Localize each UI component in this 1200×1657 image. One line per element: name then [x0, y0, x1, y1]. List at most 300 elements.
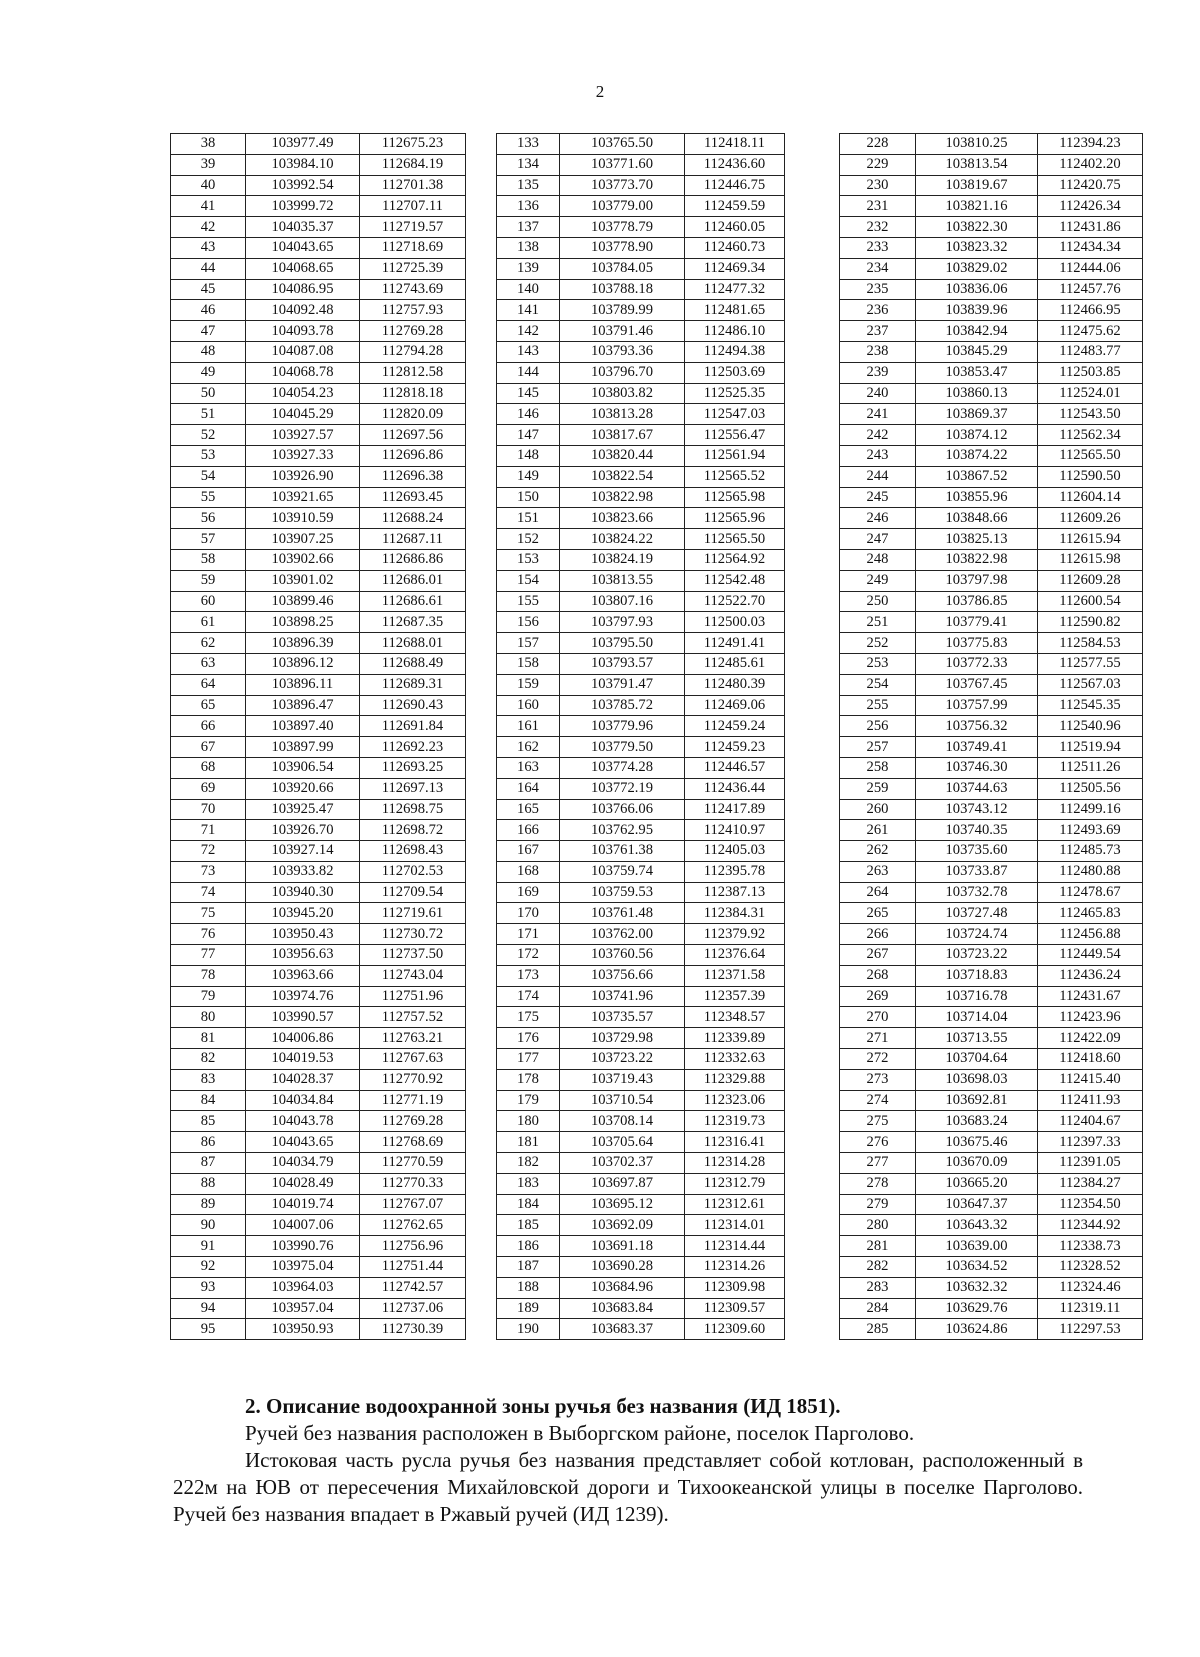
- y-coordinate-cell: 112590.82: [1038, 612, 1143, 633]
- point-number-cell: 185: [497, 1215, 560, 1236]
- y-coordinate-cell: 112297.53: [1038, 1319, 1143, 1340]
- point-number-cell: 243: [840, 445, 916, 466]
- x-coordinate-cell: 103741.96: [560, 986, 685, 1007]
- x-coordinate-cell: 103853.47: [916, 362, 1038, 383]
- y-coordinate-cell: 112417.89: [685, 799, 785, 820]
- table-row: [497, 404, 785, 425]
- y-coordinate-cell: 112503.85: [1038, 362, 1143, 383]
- y-coordinate-cell: 112312.61: [685, 1194, 785, 1215]
- x-coordinate-cell: 103964.03: [246, 1277, 360, 1298]
- point-number-cell: 75: [171, 903, 246, 924]
- point-number-cell: 46: [171, 300, 246, 321]
- x-coordinate-cell: 103784.05: [560, 258, 685, 279]
- y-coordinate-cell: 112688.01: [360, 633, 466, 654]
- x-coordinate-cell: 103702.37: [560, 1153, 685, 1174]
- point-number-cell: 249: [840, 570, 916, 591]
- point-number-cell: 140: [497, 279, 560, 300]
- point-number-cell: 145: [497, 383, 560, 404]
- x-coordinate-cell: 103789.99: [560, 300, 685, 321]
- x-coordinate-cell: 103744.63: [916, 778, 1038, 799]
- y-coordinate-cell: 112480.39: [685, 674, 785, 695]
- table-row: [497, 508, 785, 529]
- point-number-cell: 254: [840, 674, 916, 695]
- table-row: [171, 1028, 466, 1049]
- point-number-cell: 149: [497, 466, 560, 487]
- table-row: [840, 757, 1143, 778]
- x-coordinate-cell: 103778.79: [560, 217, 685, 238]
- y-coordinate-cell: 112309.57: [685, 1298, 785, 1319]
- point-number-cell: 164: [497, 778, 560, 799]
- table-row: [840, 861, 1143, 882]
- section-paragraph: Ручей без названия расположен в Выборгском районе, поселок Парголово.: [245, 1421, 915, 1445]
- table-row: [497, 445, 785, 466]
- table-row: [840, 737, 1143, 758]
- table-row: [840, 612, 1143, 633]
- point-number-cell: 266: [840, 924, 916, 945]
- y-coordinate-cell: 112493.69: [1038, 820, 1143, 841]
- point-number-cell: 253: [840, 653, 916, 674]
- point-number-cell: 248: [840, 549, 916, 570]
- table-row: [840, 466, 1143, 487]
- x-coordinate-cell: 103761.38: [560, 841, 685, 862]
- table-row: [497, 196, 785, 217]
- y-coordinate-cell: 112379.92: [685, 924, 785, 945]
- y-coordinate-cell: 112564.92: [685, 549, 785, 570]
- table-row: [840, 487, 1143, 508]
- y-coordinate-cell: 112420.75: [1038, 175, 1143, 196]
- y-coordinate-cell: 112730.39: [360, 1319, 466, 1340]
- table-row: [497, 258, 785, 279]
- table-row: [497, 799, 785, 820]
- x-coordinate-cell: 104092.48: [246, 300, 360, 321]
- y-coordinate-cell: 112354.50: [1038, 1194, 1143, 1215]
- point-number-cell: 44: [171, 258, 246, 279]
- point-number-cell: 138: [497, 237, 560, 258]
- x-coordinate-cell: 103634.52: [916, 1257, 1038, 1278]
- x-coordinate-cell: 103822.98: [916, 549, 1038, 570]
- point-number-cell: 150: [497, 487, 560, 508]
- table-row: [840, 445, 1143, 466]
- table-row: [497, 300, 785, 321]
- x-coordinate-cell: 103823.32: [916, 237, 1038, 258]
- point-number-cell: 144: [497, 362, 560, 383]
- x-coordinate-cell: 103999.72: [246, 196, 360, 217]
- table-row: [171, 1090, 466, 1111]
- table-row: [497, 674, 785, 695]
- x-coordinate-cell: 103992.54: [246, 175, 360, 196]
- x-coordinate-cell: 103896.39: [246, 633, 360, 654]
- point-number-cell: 40: [171, 175, 246, 196]
- x-coordinate-cell: 103956.63: [246, 945, 360, 966]
- x-coordinate-cell: 103665.20: [916, 1173, 1038, 1194]
- table-row: [497, 134, 785, 155]
- point-number-cell: 68: [171, 757, 246, 778]
- y-coordinate-cell: 112405.03: [685, 841, 785, 862]
- table-row: [171, 362, 466, 383]
- x-coordinate-cell: 104019.74: [246, 1194, 360, 1215]
- table-row: [171, 466, 466, 487]
- x-coordinate-cell: 103797.98: [916, 570, 1038, 591]
- point-number-cell: 235: [840, 279, 916, 300]
- y-coordinate-cell: 112769.28: [360, 321, 466, 342]
- y-coordinate-cell: 112314.26: [685, 1257, 785, 1278]
- x-coordinate-cell: 103778.90: [560, 237, 685, 258]
- y-coordinate-cell: 112707.11: [360, 196, 466, 217]
- y-coordinate-cell: 112449.54: [1038, 945, 1143, 966]
- x-coordinate-cell: 104093.78: [246, 321, 360, 342]
- point-number-cell: 143: [497, 341, 560, 362]
- x-coordinate-cell: 103740.35: [916, 820, 1038, 841]
- point-number-cell: 242: [840, 425, 916, 446]
- table-row: [840, 1153, 1143, 1174]
- table-row: [497, 861, 785, 882]
- x-coordinate-cell: 104068.78: [246, 362, 360, 383]
- y-coordinate-cell: 112742.57: [360, 1277, 466, 1298]
- table-row: [840, 279, 1143, 300]
- x-coordinate-cell: 103772.19: [560, 778, 685, 799]
- y-coordinate-cell: 112609.28: [1038, 570, 1143, 591]
- point-number-cell: 278: [840, 1173, 916, 1194]
- y-coordinate-cell: 112486.10: [685, 321, 785, 342]
- point-number-cell: 184: [497, 1194, 560, 1215]
- point-number-cell: 250: [840, 591, 916, 612]
- point-number-cell: 51: [171, 404, 246, 425]
- y-coordinate-cell: 112730.72: [360, 924, 466, 945]
- table-row: [171, 445, 466, 466]
- x-coordinate-cell: 103867.52: [916, 466, 1038, 487]
- x-coordinate-cell: 103724.74: [916, 924, 1038, 945]
- x-coordinate-cell: 103743.12: [916, 799, 1038, 820]
- x-coordinate-cell: 103925.47: [246, 799, 360, 820]
- table-row: [171, 882, 466, 903]
- x-coordinate-cell: 103822.98: [560, 487, 685, 508]
- point-number-cell: 176: [497, 1028, 560, 1049]
- y-coordinate-cell: 112540.96: [1038, 716, 1143, 737]
- table-row: [840, 258, 1143, 279]
- table-row: [171, 965, 466, 986]
- point-number-cell: 151: [497, 508, 560, 529]
- y-coordinate-cell: 112469.34: [685, 258, 785, 279]
- point-number-cell: 167: [497, 841, 560, 862]
- y-coordinate-cell: 112675.23: [360, 134, 466, 155]
- point-number-cell: 56: [171, 508, 246, 529]
- x-coordinate-cell: 103927.33: [246, 445, 360, 466]
- table-row: [840, 1215, 1143, 1236]
- y-coordinate-cell: 112697.13: [360, 778, 466, 799]
- y-coordinate-cell: 112324.46: [1038, 1277, 1143, 1298]
- x-coordinate-cell: 103975.04: [246, 1257, 360, 1278]
- table-row: [497, 1319, 785, 1340]
- point-number-cell: 64: [171, 674, 246, 695]
- y-coordinate-cell: 112309.98: [685, 1277, 785, 1298]
- x-coordinate-cell: 103974.76: [246, 986, 360, 1007]
- x-coordinate-cell: 103817.67: [560, 425, 685, 446]
- x-coordinate-cell: 103705.64: [560, 1132, 685, 1153]
- table-row: [171, 612, 466, 633]
- table-row: [171, 653, 466, 674]
- x-coordinate-cell: 103714.04: [916, 1007, 1038, 1028]
- x-coordinate-cell: 103807.16: [560, 591, 685, 612]
- x-coordinate-cell: 104006.86: [246, 1028, 360, 1049]
- table-row: [840, 1236, 1143, 1257]
- y-coordinate-cell: 112444.06: [1038, 258, 1143, 279]
- y-coordinate-cell: 112686.86: [360, 549, 466, 570]
- y-coordinate-cell: 112756.96: [360, 1236, 466, 1257]
- x-coordinate-cell: 103749.41: [916, 737, 1038, 758]
- point-number-cell: 237: [840, 321, 916, 342]
- table-row: [497, 757, 785, 778]
- x-coordinate-cell: 103990.76: [246, 1236, 360, 1257]
- x-coordinate-cell: 103906.54: [246, 757, 360, 778]
- table-row: [171, 237, 466, 258]
- x-coordinate-cell: 103950.43: [246, 924, 360, 945]
- point-number-cell: 73: [171, 861, 246, 882]
- x-coordinate-cell: 103945.20: [246, 903, 360, 924]
- point-number-cell: 255: [840, 695, 916, 716]
- y-coordinate-cell: 112718.69: [360, 237, 466, 258]
- point-number-cell: 142: [497, 321, 560, 342]
- point-number-cell: 156: [497, 612, 560, 633]
- point-number-cell: 282: [840, 1257, 916, 1278]
- point-number-cell: 62: [171, 633, 246, 654]
- point-number-cell: 168: [497, 861, 560, 882]
- x-coordinate-cell: 103624.86: [916, 1319, 1038, 1340]
- table-row: [840, 196, 1143, 217]
- point-number-cell: 160: [497, 695, 560, 716]
- y-coordinate-cell: 112604.14: [1038, 487, 1143, 508]
- point-number-cell: 182: [497, 1153, 560, 1174]
- table-row: [840, 570, 1143, 591]
- point-number-cell: 270: [840, 1007, 916, 1028]
- point-number-cell: 251: [840, 612, 916, 633]
- x-coordinate-cell: 103675.46: [916, 1132, 1038, 1153]
- table-row: [497, 1153, 785, 1174]
- x-coordinate-cell: 103723.22: [916, 945, 1038, 966]
- table-row: [840, 508, 1143, 529]
- y-coordinate-cell: 112485.73: [1038, 841, 1143, 862]
- table-row: [497, 1132, 785, 1153]
- point-number-cell: 91: [171, 1236, 246, 1257]
- y-coordinate-cell: 112394.23: [1038, 134, 1143, 155]
- point-number-cell: 92: [171, 1257, 246, 1278]
- page-number: 2: [595, 82, 605, 101]
- table-row: [840, 986, 1143, 1007]
- x-coordinate-cell: 103813.54: [916, 154, 1038, 175]
- table-row: [171, 695, 466, 716]
- table-row: [171, 945, 466, 966]
- y-coordinate-cell: 112457.76: [1038, 279, 1143, 300]
- y-coordinate-cell: 112332.63: [685, 1049, 785, 1070]
- table-row: [171, 737, 466, 758]
- x-coordinate-cell: 104028.37: [246, 1069, 360, 1090]
- point-number-cell: 84: [171, 1090, 246, 1111]
- x-coordinate-cell: 103670.09: [916, 1153, 1038, 1174]
- table-row: [840, 1194, 1143, 1215]
- y-coordinate-cell: 112312.79: [685, 1173, 785, 1194]
- y-coordinate-cell: 112686.01: [360, 570, 466, 591]
- table-row: [840, 653, 1143, 674]
- point-number-cell: 171: [497, 924, 560, 945]
- point-number-cell: 246: [840, 508, 916, 529]
- y-coordinate-cell: 112794.28: [360, 341, 466, 362]
- y-coordinate-cell: 112485.61: [685, 653, 785, 674]
- y-coordinate-cell: 112436.60: [685, 154, 785, 175]
- table-row: [171, 1007, 466, 1028]
- point-number-cell: 87: [171, 1153, 246, 1174]
- point-number-cell: 231: [840, 196, 916, 217]
- x-coordinate-cell: 103683.84: [560, 1298, 685, 1319]
- table-row: [497, 695, 785, 716]
- table-row: [171, 1257, 466, 1278]
- point-number-cell: 261: [840, 820, 916, 841]
- table-row: [171, 196, 466, 217]
- x-coordinate-cell: 104007.06: [246, 1215, 360, 1236]
- point-number-cell: 79: [171, 986, 246, 1007]
- point-number-cell: 166: [497, 820, 560, 841]
- table-row: [840, 716, 1143, 737]
- x-coordinate-cell: 103920.66: [246, 778, 360, 799]
- x-coordinate-cell: 103824.19: [560, 549, 685, 570]
- point-number-cell: 273: [840, 1069, 916, 1090]
- point-number-cell: 157: [497, 633, 560, 654]
- x-coordinate-cell: 103735.60: [916, 841, 1038, 862]
- point-number-cell: 275: [840, 1111, 916, 1132]
- y-coordinate-cell: 112565.98: [685, 487, 785, 508]
- point-number-cell: 188: [497, 1277, 560, 1298]
- y-coordinate-cell: 112329.88: [685, 1069, 785, 1090]
- y-coordinate-cell: 112459.59: [685, 196, 785, 217]
- point-number-cell: 38: [171, 134, 246, 155]
- y-coordinate-cell: 112719.57: [360, 217, 466, 238]
- y-coordinate-cell: 112525.35: [685, 383, 785, 404]
- x-coordinate-cell: 103779.41: [916, 612, 1038, 633]
- x-coordinate-cell: 103869.37: [916, 404, 1038, 425]
- point-number-cell: 256: [840, 716, 916, 737]
- x-coordinate-cell: 103829.02: [916, 258, 1038, 279]
- y-coordinate-cell: 112820.09: [360, 404, 466, 425]
- y-coordinate-cell: 112709.54: [360, 882, 466, 903]
- table-row: [840, 1257, 1143, 1278]
- y-coordinate-cell: 112757.93: [360, 300, 466, 321]
- table-row: [840, 134, 1143, 155]
- x-coordinate-cell: 103896.11: [246, 674, 360, 695]
- y-coordinate-cell: 112387.13: [685, 882, 785, 903]
- table-row: [840, 695, 1143, 716]
- point-number-cell: 169: [497, 882, 560, 903]
- y-coordinate-cell: 112426.34: [1038, 196, 1143, 217]
- y-coordinate-cell: 112702.53: [360, 861, 466, 882]
- y-coordinate-cell: 112314.28: [685, 1153, 785, 1174]
- table-row: [840, 1111, 1143, 1132]
- table-row: [171, 258, 466, 279]
- y-coordinate-cell: 112542.48: [685, 570, 785, 591]
- y-coordinate-cell: 112692.23: [360, 737, 466, 758]
- x-coordinate-cell: 103957.04: [246, 1298, 360, 1319]
- point-number-cell: 252: [840, 633, 916, 654]
- point-number-cell: 162: [497, 737, 560, 758]
- point-number-cell: 39: [171, 154, 246, 175]
- table-row: [840, 591, 1143, 612]
- table-row: [171, 820, 466, 841]
- y-coordinate-cell: 112415.40: [1038, 1069, 1143, 1090]
- point-number-cell: 228: [840, 134, 916, 155]
- x-coordinate-cell: 103940.30: [246, 882, 360, 903]
- table-row: [840, 1277, 1143, 1298]
- point-number-cell: 78: [171, 965, 246, 986]
- point-number-cell: 172: [497, 945, 560, 966]
- table-row: [840, 945, 1143, 966]
- point-number-cell: 52: [171, 425, 246, 446]
- table-row: [497, 570, 785, 591]
- section-heading: 2. Описание водоохранной зоны ручья без названия (ИД 1851).: [245, 1394, 841, 1418]
- y-coordinate-cell: 112436.24: [1038, 965, 1143, 986]
- x-coordinate-cell: 103796.70: [560, 362, 685, 383]
- point-number-cell: 141: [497, 300, 560, 321]
- table-row: [840, 362, 1143, 383]
- y-coordinate-cell: 112684.19: [360, 154, 466, 175]
- x-coordinate-cell: 104068.65: [246, 258, 360, 279]
- point-number-cell: 59: [171, 570, 246, 591]
- table-row: [497, 841, 785, 862]
- table-row: [497, 965, 785, 986]
- point-number-cell: 48: [171, 341, 246, 362]
- x-coordinate-cell: 104043.65: [246, 237, 360, 258]
- table-row: [497, 820, 785, 841]
- y-coordinate-cell: 112751.44: [360, 1257, 466, 1278]
- x-coordinate-cell: 103765.50: [560, 134, 685, 155]
- x-coordinate-cell: 103759.53: [560, 882, 685, 903]
- y-coordinate-cell: 112696.86: [360, 445, 466, 466]
- y-coordinate-cell: 112600.54: [1038, 591, 1143, 612]
- y-coordinate-cell: 112314.01: [685, 1215, 785, 1236]
- table-row: [171, 1111, 466, 1132]
- y-coordinate-cell: 112344.92: [1038, 1215, 1143, 1236]
- y-coordinate-cell: 112357.39: [685, 986, 785, 1007]
- x-coordinate-cell: 103791.46: [560, 321, 685, 342]
- point-number-cell: 284: [840, 1298, 916, 1319]
- table-row: [840, 633, 1143, 654]
- table-row: [497, 154, 785, 175]
- table-row: [497, 612, 785, 633]
- x-coordinate-cell: 103766.06: [560, 799, 685, 820]
- y-coordinate-cell: 112693.45: [360, 487, 466, 508]
- point-number-cell: 148: [497, 445, 560, 466]
- point-number-cell: 268: [840, 965, 916, 986]
- x-coordinate-cell: 103896.12: [246, 653, 360, 674]
- y-coordinate-cell: 112565.96: [685, 508, 785, 529]
- coordinates-table-2: [496, 133, 785, 1340]
- table-row: [171, 1049, 466, 1070]
- table-row: [171, 986, 466, 1007]
- table-row: [497, 341, 785, 362]
- table-row: [497, 633, 785, 654]
- table-row: [840, 965, 1143, 986]
- x-coordinate-cell: 103791.47: [560, 674, 685, 695]
- table-row: [840, 383, 1143, 404]
- point-number-cell: 81: [171, 1028, 246, 1049]
- y-coordinate-cell: 112767.07: [360, 1194, 466, 1215]
- x-coordinate-cell: 103643.32: [916, 1215, 1038, 1236]
- x-coordinate-cell: 104034.84: [246, 1090, 360, 1111]
- table-row: [171, 217, 466, 238]
- table-row: [840, 1069, 1143, 1090]
- point-number-cell: 264: [840, 882, 916, 903]
- table-row: [497, 217, 785, 238]
- x-coordinate-cell: 103793.57: [560, 653, 685, 674]
- y-coordinate-cell: 112556.47: [685, 425, 785, 446]
- y-coordinate-cell: 112446.57: [685, 757, 785, 778]
- table-row: [497, 487, 785, 508]
